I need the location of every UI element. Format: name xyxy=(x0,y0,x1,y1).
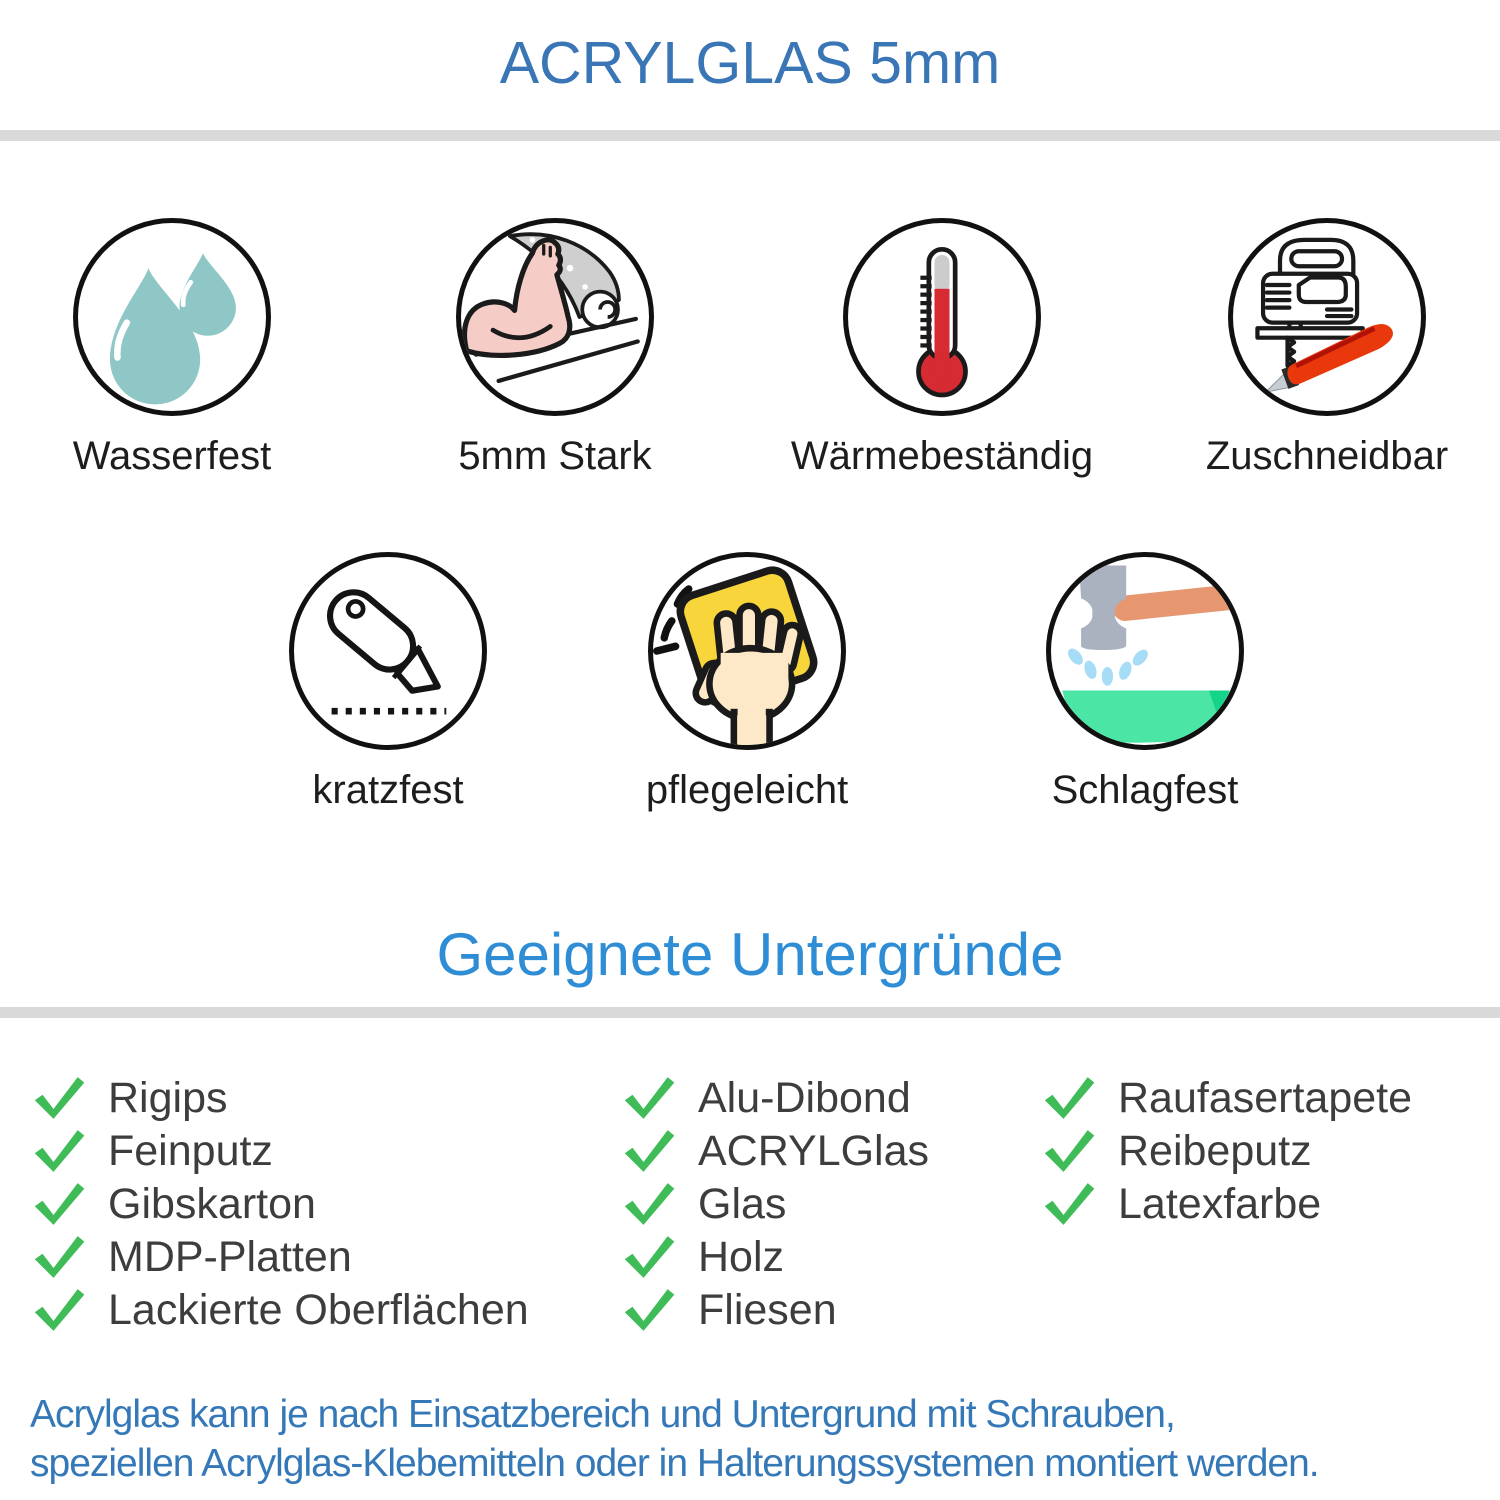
list-item-label: Alu-Dibond xyxy=(698,1074,911,1122)
list-item-label: Glas xyxy=(698,1180,787,1228)
check-icon xyxy=(620,1288,682,1334)
feature-5mm-stark xyxy=(385,218,725,478)
feature-schlagfest xyxy=(975,552,1315,812)
cleaning-hand-icon xyxy=(648,552,846,750)
feature-label: Zuschneidbar xyxy=(1205,434,1449,478)
list-item xyxy=(30,1231,529,1284)
surfaces-column-2 xyxy=(620,1072,929,1337)
feature-label: kratzfest xyxy=(312,768,464,812)
feature-label: Wärmebeständig xyxy=(790,434,1094,478)
divider-top xyxy=(0,130,1500,141)
feature-waermebestaendig xyxy=(772,218,1112,478)
list-item xyxy=(620,1072,929,1125)
check-icon xyxy=(30,1235,92,1281)
list-item xyxy=(30,1284,529,1337)
list-item xyxy=(1040,1125,1412,1178)
divider-middle xyxy=(0,1007,1500,1018)
list-item-label: ACRYLGlas xyxy=(698,1127,930,1175)
mounting-note-line1: Acrylglas kann je nach Einsatzbereich und Untergrund mit Schrauben, xyxy=(30,1393,1175,1436)
feature-kratzfest xyxy=(218,552,558,812)
list-item-label: Latexfarbe xyxy=(1118,1180,1322,1228)
list-item xyxy=(1040,1178,1412,1231)
feature-wasserfest xyxy=(2,218,342,478)
check-icon xyxy=(1040,1182,1102,1228)
check-icon xyxy=(620,1129,682,1175)
check-icon xyxy=(620,1076,682,1122)
check-icon xyxy=(30,1076,92,1122)
feature-zuschneidbar xyxy=(1157,218,1497,478)
jigsaw-icon xyxy=(1228,218,1426,416)
list-item-label: Rigips xyxy=(108,1074,228,1122)
surfaces-column-1 xyxy=(30,1072,529,1337)
list-item-label: Fliesen xyxy=(698,1286,837,1334)
feature-pflegeleicht xyxy=(577,552,917,812)
mounting-note-line2: speziellen Acrylglas-Klebemitteln oder in Halterungssystemen montiert werden. xyxy=(30,1442,1319,1485)
check-icon xyxy=(620,1182,682,1228)
list-item-label: Holz xyxy=(698,1233,785,1281)
surfaces-column-3 xyxy=(1040,1072,1412,1231)
list-item xyxy=(620,1284,929,1337)
hammer-icon xyxy=(1046,552,1244,750)
check-icon xyxy=(620,1235,682,1281)
list-item xyxy=(30,1178,529,1231)
list-item xyxy=(30,1072,529,1125)
list-item xyxy=(1040,1072,1412,1125)
mounting-note xyxy=(30,1390,1495,1488)
feature-label: Schlagfest xyxy=(1051,768,1239,812)
list-item xyxy=(30,1125,529,1178)
check-icon xyxy=(1040,1076,1102,1122)
page-title: ACRYLGLAS 5mm xyxy=(499,30,1001,96)
check-icon xyxy=(30,1129,92,1175)
check-icon xyxy=(30,1182,92,1228)
feature-label: 5mm Stark xyxy=(458,434,652,478)
check-icon xyxy=(30,1288,92,1334)
surfaces-heading: Geeignete Untergründe xyxy=(436,921,1064,988)
list-item-label: Gibskarton xyxy=(108,1180,316,1228)
water-drops-icon xyxy=(73,218,271,416)
utility-knife-icon xyxy=(289,552,487,750)
list-item-label: Raufasertapete xyxy=(1118,1074,1413,1122)
flex-arm-icon xyxy=(456,218,654,416)
list-item-label: MDP-Platten xyxy=(108,1233,352,1281)
list-item-label: Lackierte Oberflächen xyxy=(108,1286,529,1334)
list-item xyxy=(620,1125,929,1178)
list-item xyxy=(620,1231,929,1284)
list-item-label: Feinputz xyxy=(108,1127,273,1175)
feature-label: Wasserfest xyxy=(72,434,272,478)
list-item-label: Reibeputz xyxy=(1118,1127,1312,1175)
check-icon xyxy=(1040,1129,1102,1175)
thermometer-icon xyxy=(843,218,1041,416)
list-item xyxy=(620,1178,929,1231)
feature-label: pflegeleicht xyxy=(645,768,849,812)
